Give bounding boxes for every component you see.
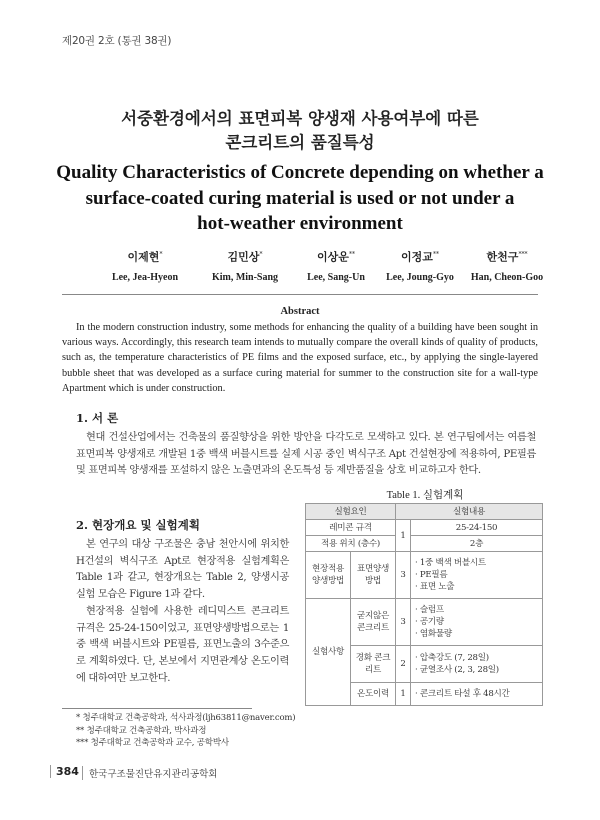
title-english-line-2: surface-coated curing material is used or not under a bbox=[85, 188, 515, 209]
table-cell-item: · 압축강도 (7, 28일) bbox=[415, 653, 489, 663]
table-row bbox=[306, 520, 543, 536]
table-cell: 3 bbox=[396, 599, 411, 646]
table-cell: 실험사항 bbox=[306, 599, 351, 706]
footnote-divider bbox=[62, 708, 252, 709]
table-cell: 현장적용 양생방법 bbox=[306, 552, 351, 599]
author-name-en: Lee, Joung-Gyo bbox=[386, 271, 454, 283]
table-cell-item: · PE필름 bbox=[415, 570, 448, 580]
table-cell-item: · 균열조사 (2, 3, 28일) bbox=[415, 665, 499, 675]
table-cell: 레미콘 규격 bbox=[306, 520, 396, 536]
table-header-row bbox=[306, 504, 543, 520]
title-korean-line-2: 콘크리트의 품질특성 bbox=[225, 133, 375, 152]
author-mark: ** bbox=[348, 251, 355, 258]
footnotes bbox=[76, 712, 295, 750]
table-row bbox=[306, 552, 543, 599]
experiment-plan-table bbox=[305, 503, 543, 706]
table-cell: 1 bbox=[396, 683, 411, 706]
table-cell-item: · 1중 백색 버블시트 bbox=[415, 558, 486, 568]
table-cell: 25-24-150 bbox=[411, 520, 543, 536]
table-cell-item: · 염화물량 bbox=[415, 629, 452, 639]
table-cell: 2층 bbox=[411, 536, 543, 552]
author bbox=[452, 248, 562, 285]
section-overview-paragraph-1: 본 연구의 대상 구조물은 충남 천안시에 위치한 H건설의 벽식구조 Apt로 현장적용 실험계획은 Table 1과 같고, 현장개요는 Table 2, 양생시공 실험 모습은 Figure 1과 같다. bbox=[76, 539, 289, 601]
title-korean-line-1: 서중환경에서의 표면피복 양생재 사용여부에 따른 bbox=[121, 109, 479, 128]
table-cell bbox=[411, 552, 543, 599]
table-cell: · 콘크리트 타설 후 48시간 bbox=[411, 683, 543, 706]
table-cell-item: · 표면 노출 bbox=[415, 582, 455, 592]
title-english-line-3: hot-weather environment bbox=[197, 213, 403, 234]
table-cell bbox=[411, 599, 543, 646]
author-name-ko: 이상운 bbox=[317, 250, 349, 264]
author-mark: *** bbox=[518, 251, 528, 258]
divider bbox=[62, 294, 538, 295]
section-introduction-text: 현대 건설산업에서는 건축물의 품질향상을 위한 방안을 다각도로 모색하고 있다. 본 연구팀에서는 여름철 표면피복 양생재로 개발된 1중 백색 버블시트를 실제 시공 중인 벽식구조 Apt 건설현장에 적용하여, PE필름 및 표면피복 양생재를 포설하지 않은 노출면과의 온도특성 등 제반품질을 상호 비교하고자 한다. bbox=[76, 432, 536, 477]
section-heading-overview: 2. 현장개요 및 실험계획 bbox=[76, 518, 200, 532]
author-name-ko: 이정교 bbox=[401, 250, 433, 264]
author-name-en: Kim, Min-Sang bbox=[211, 271, 279, 283]
table-cell: 온도이력 bbox=[351, 683, 396, 706]
author-name-en: Lee, Sang-Un bbox=[307, 271, 365, 283]
title-english-line-1: Quality Characteristics of Concrete depending on whether a bbox=[56, 162, 544, 183]
section-heading-introduction: 1. 서 론 bbox=[76, 411, 119, 425]
table-header-content: 실험내용 bbox=[396, 504, 543, 520]
table-cell-item: · 슬럼프 bbox=[415, 605, 444, 615]
author-name-ko: 김민상 bbox=[227, 250, 260, 264]
author-name-ko: 한천구 bbox=[486, 250, 519, 264]
table-cell: 2 bbox=[396, 646, 411, 683]
author bbox=[90, 248, 200, 285]
footnote: *** 청주대학교 건축공학과 교수, 공학박사 bbox=[76, 738, 229, 749]
table-cell-item: · 공기량 bbox=[415, 617, 444, 627]
journal-name: 한국구조물진단유지관리공학회 bbox=[82, 766, 217, 780]
author-name-en: Han, Cheon-Goo bbox=[470, 271, 544, 283]
author-name-ko: 이제현 bbox=[127, 250, 160, 264]
table-cell: 적용 위치 (층수) bbox=[306, 536, 396, 552]
table-cell: 표면양생 방법 bbox=[351, 552, 396, 599]
table-cell bbox=[411, 646, 543, 683]
table-caption: Table 1. 실험계획 bbox=[386, 490, 464, 501]
footnote: ** 청주대학교 건축공학과, 박사과정 bbox=[76, 725, 207, 736]
table-row bbox=[306, 536, 543, 552]
volume-issue: 제20권 2호 (통권 38권) bbox=[62, 35, 172, 47]
author-mark: * bbox=[259, 251, 263, 258]
footnote: * 청주대학교 건축공학과, 석사과정(ljh63811@naver.com) bbox=[76, 713, 296, 723]
table-row bbox=[306, 599, 543, 646]
section-overview-paragraph-2: 현장적용 실험에 사용한 레디믹스트 콘크리트 규격은 25-24-150이었고, 표면양생방법으로는 1중 백색 버블시트와 PE필름, 표면노출의 3수준으로 계획하였다. 단, 본보에서 지면관계상 온도이력에 대하여만 보고한다. bbox=[76, 606, 289, 684]
author-mark: * bbox=[159, 251, 163, 258]
table-header-factor: 실험요인 bbox=[306, 504, 396, 520]
table-cell: 경화 콘크리트 bbox=[351, 646, 396, 683]
author-mark: ** bbox=[432, 251, 439, 258]
author-name-en: Lee, Jea-Hyeon bbox=[111, 271, 179, 283]
abstract-text: In the modern construction industry, some methods for enhancing the quality of a building have been sought in various ways. Accordingly, this research team intends to mutually compare the overall kinds of quality of products, such as, the temperature characteristics of PE films and the exposed surface, etc., by applying the single-layered bubble sheet that was developed as a surface curing material for summer to the construction site for a wall-type Apartment which is under construction. bbox=[62, 322, 538, 394]
table-cell: 1 bbox=[396, 520, 411, 552]
table-cell: 3 bbox=[396, 552, 411, 599]
page-number: 384 bbox=[50, 765, 79, 778]
table-cell: 굳지않은 콘크리트 bbox=[351, 599, 396, 646]
abstract-heading: Abstract bbox=[280, 306, 320, 317]
